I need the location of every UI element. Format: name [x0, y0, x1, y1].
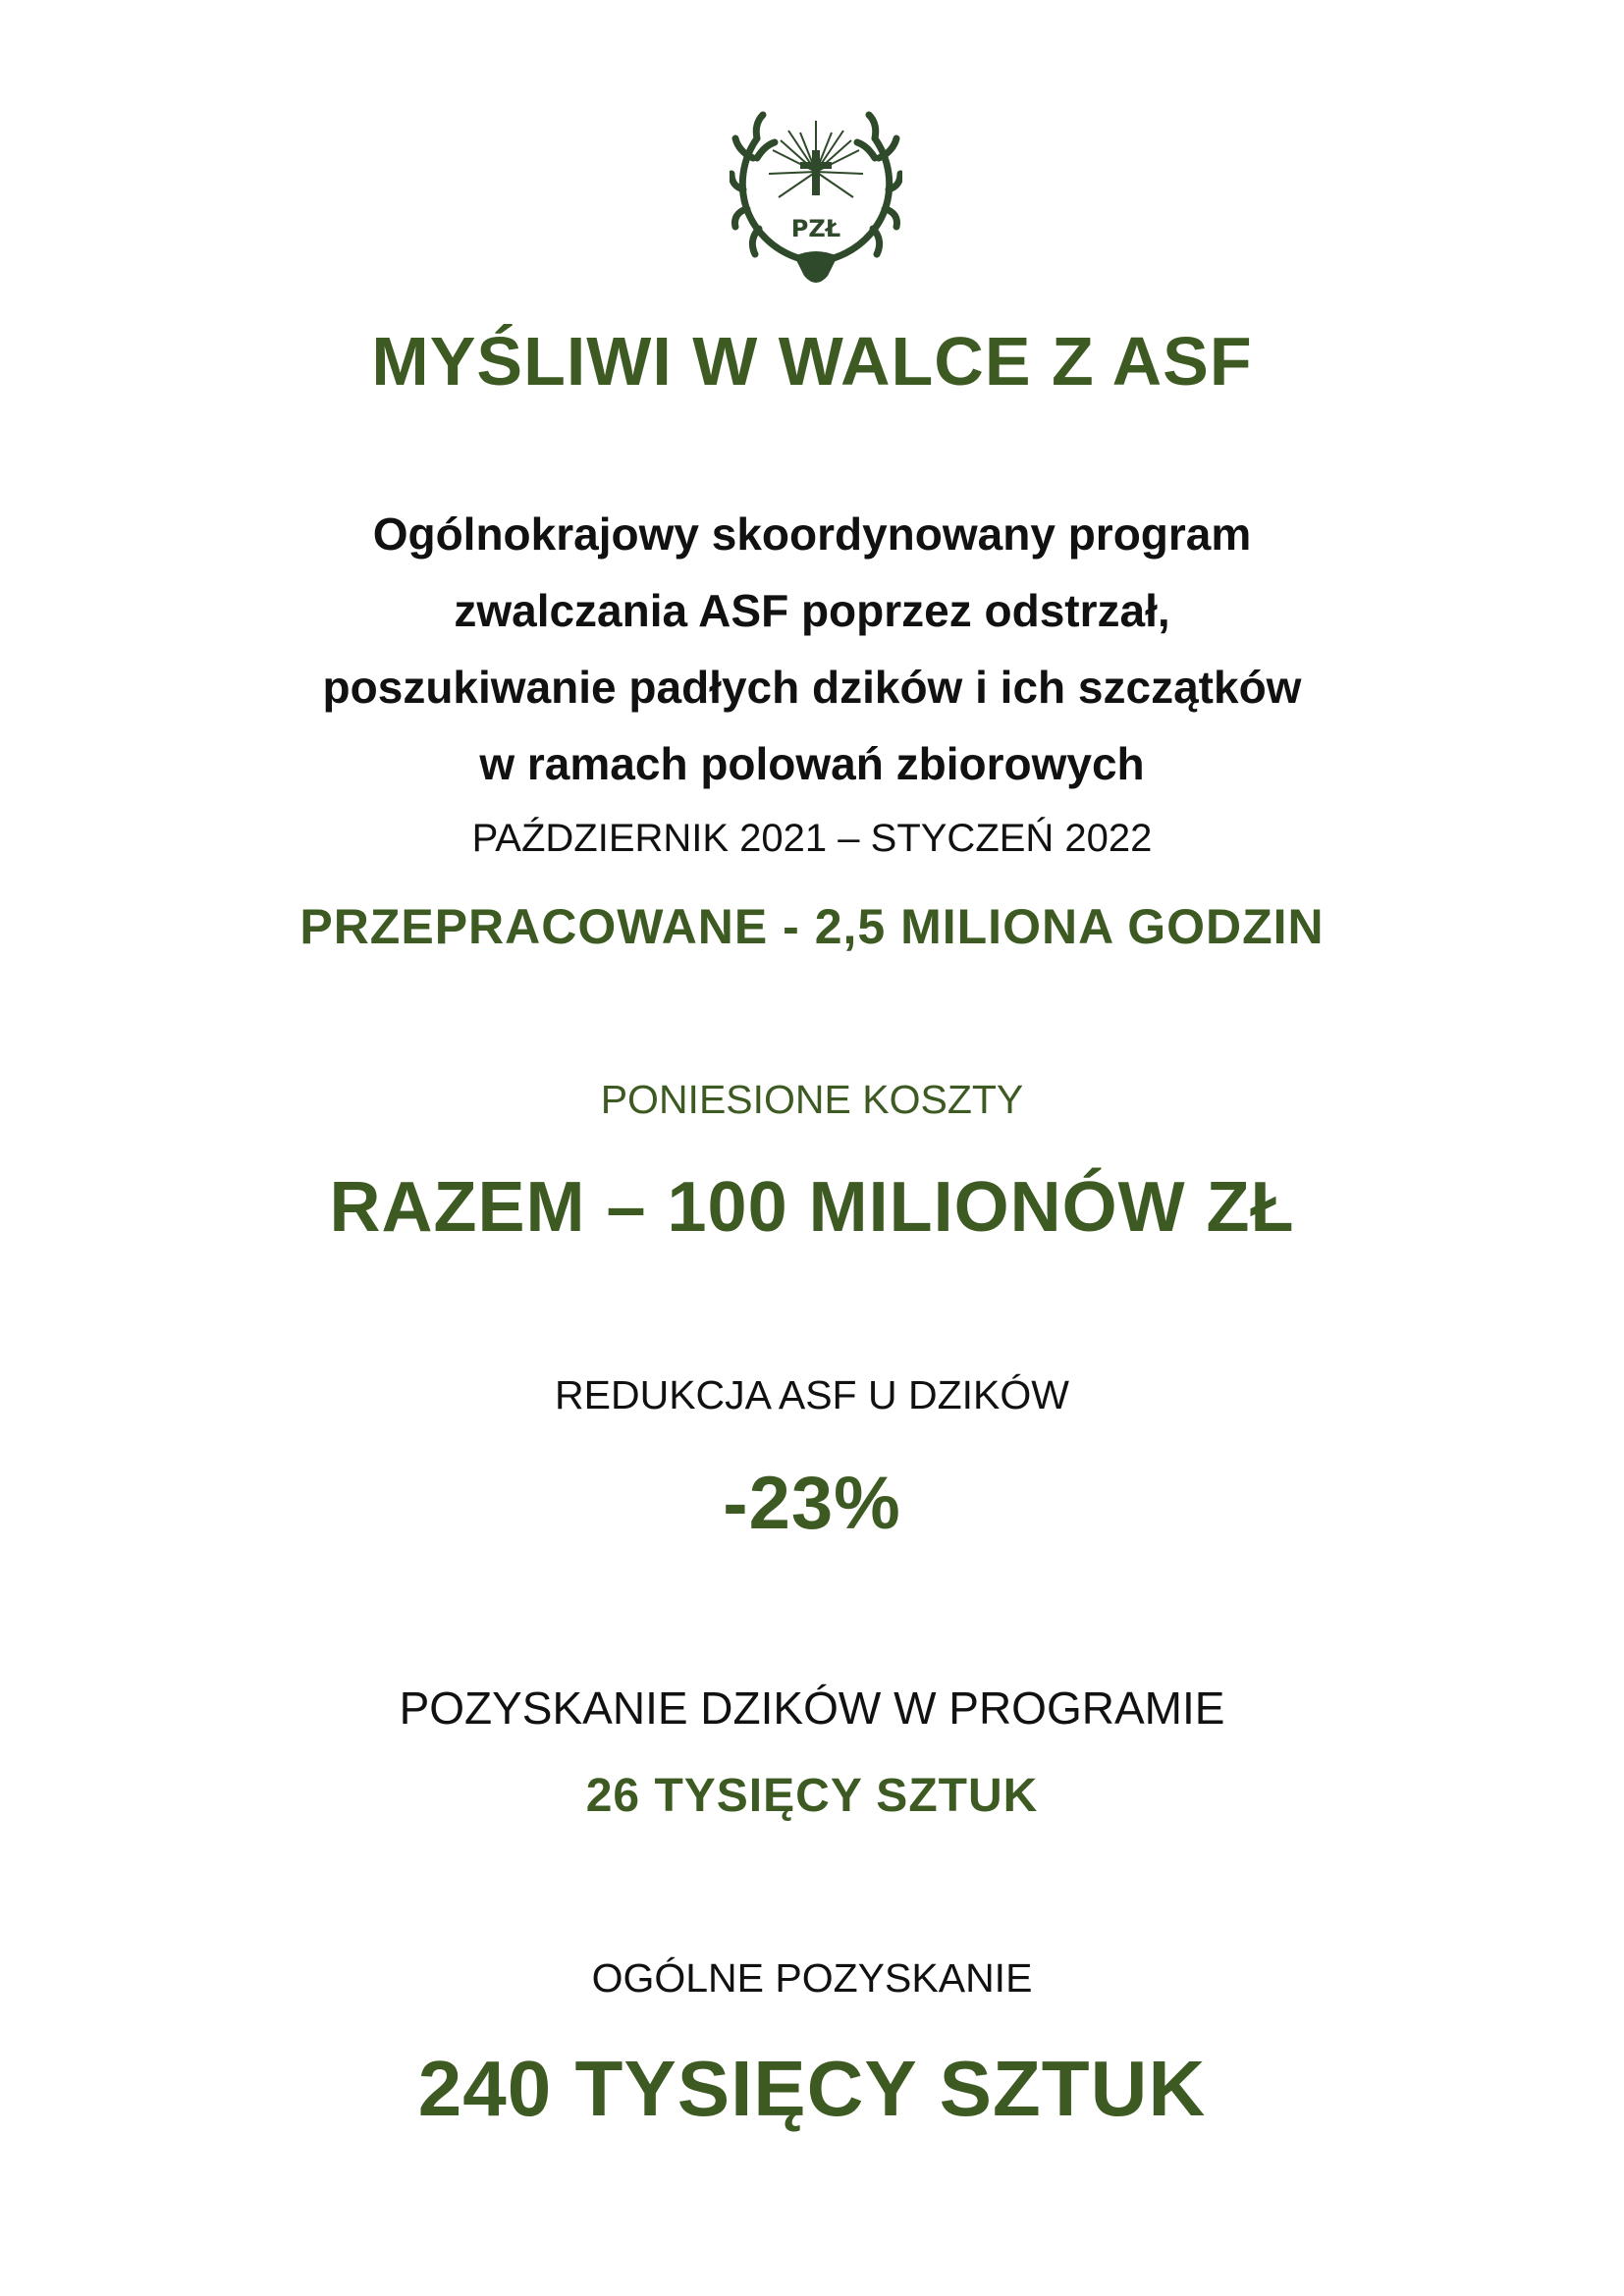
reduction-label: REDUKCJA ASF U DZIKÓW: [555, 1372, 1069, 1417]
program-period: PAŹDZIERNIK 2021 – STYCZEŃ 2022: [471, 817, 1153, 860]
program-harvest-label: POZYSKANIE DZIKÓW W PROGRAMIE: [399, 1682, 1225, 1734]
general-harvest-value: 240 TYSIĘCY SZTUK: [417, 2045, 1207, 2132]
description-line-3: poszukiwanie padłych dzików i ich szczątków: [322, 662, 1302, 713]
program-description: [0, 496, 1624, 802]
pzl-antlers-emblem-icon: [730, 111, 902, 290]
general-harvest-label: OGÓLNE POZYSKANIE: [591, 1955, 1033, 2001]
page-title: MYŚLIWI W WALCE Z ASF: [371, 323, 1253, 400]
worked-hours: PRZEPRACOWANE - 2,5 MILIONA GODZIN: [299, 899, 1325, 954]
description-line-2: zwalczania ASF poprzez odstrzał,: [454, 585, 1170, 636]
costs-label: PONIESIONE KOSZTY: [600, 1077, 1024, 1122]
description-line-1: Ogólnokrajowy skoordynowany program: [372, 508, 1252, 560]
description-line-4: w ramach polowań zbiorowych: [479, 738, 1145, 789]
costs-value: RAZEM – 100 MILIONÓW ZŁ: [329, 1168, 1295, 1247]
program-harvest-value: 26 TYSIĘCY SZTUK: [585, 1770, 1039, 1822]
reduction-value: -23%: [723, 1462, 901, 1545]
logo-text: PZŁ: [790, 215, 841, 242]
